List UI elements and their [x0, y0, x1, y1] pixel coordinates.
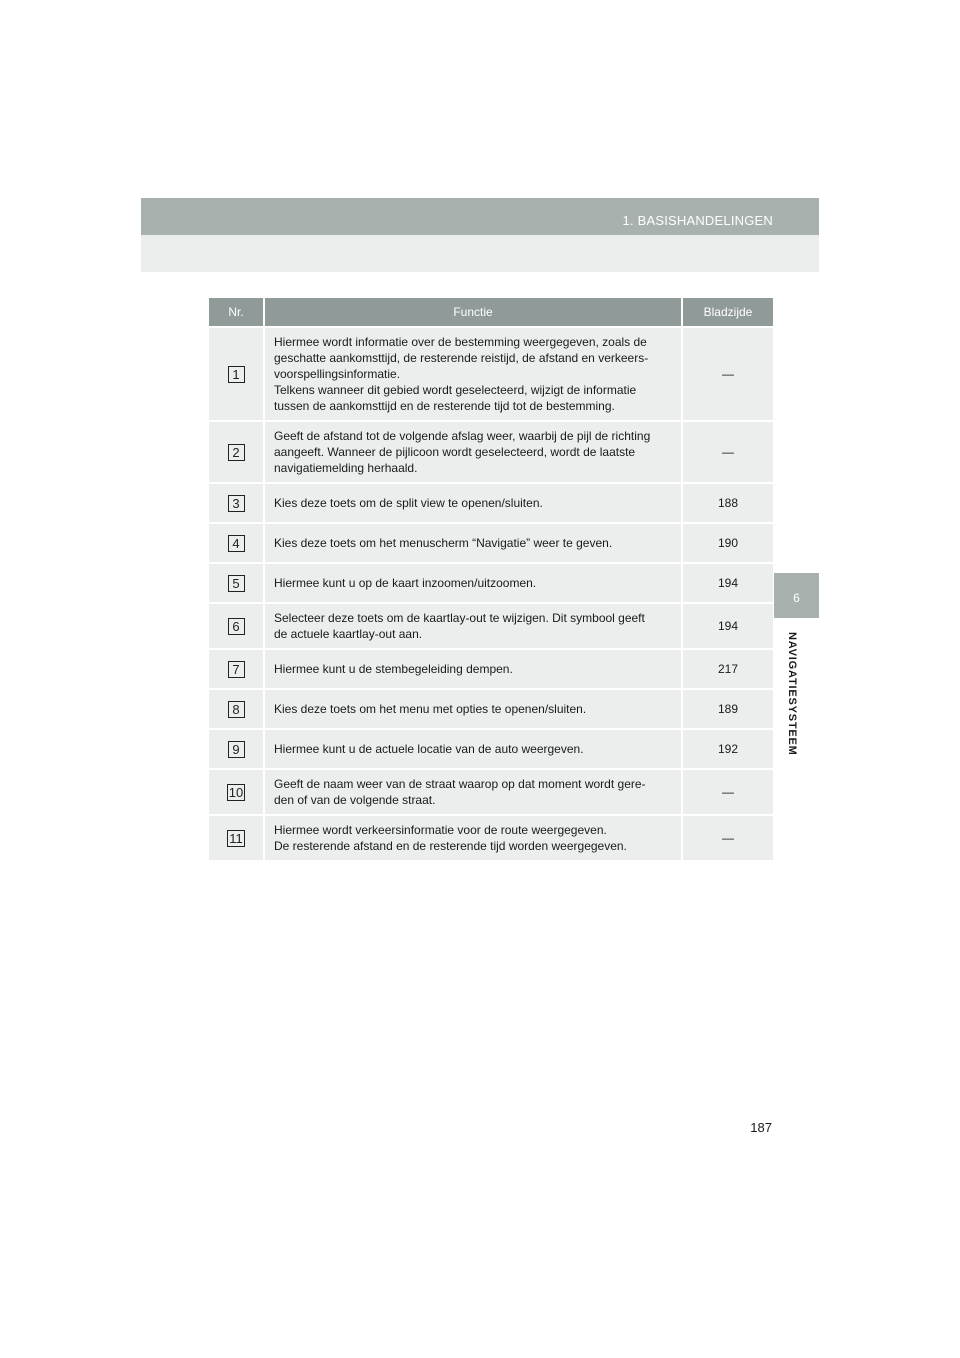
chapter-label: NAVIGATIESYSTEEM	[786, 632, 798, 756]
page-reference-cell: —	[681, 326, 773, 420]
row-number-cell	[209, 562, 263, 602]
function-text-line: Hiermee wordt informatie over de bestemming weergegeven, zoals de	[274, 335, 647, 349]
function-text-line: Geeft de afstand tot de volgende afslag weer, waarbij de pijl de richting	[274, 429, 651, 443]
row-number-cell	[209, 814, 263, 860]
header-subband	[141, 235, 819, 272]
column-header-nr: Nr.	[209, 298, 263, 326]
page-reference-cell: 188	[681, 482, 773, 522]
row-number-box: 4	[228, 535, 245, 552]
function-text-line: de actuele kaartlay-out aan.	[274, 627, 423, 641]
row-number-box: 9	[228, 741, 245, 758]
row-number-box: 1	[228, 366, 245, 383]
row-number-cell	[209, 648, 263, 688]
page-reference-cell: 190	[681, 522, 773, 562]
row-number-cell	[209, 688, 263, 728]
function-cell	[263, 326, 681, 420]
function-cell	[263, 420, 681, 482]
column-header-functie: Functie	[263, 298, 681, 326]
table-row	[209, 648, 773, 688]
table-body	[209, 326, 773, 860]
page-reference-cell: —	[681, 814, 773, 860]
chapter-number: 6	[793, 591, 800, 605]
page-reference-cell: —	[681, 768, 773, 814]
table-row	[209, 420, 773, 482]
function-text-line: Hiermee kunt u de stembegeleiding dempen.	[274, 662, 513, 676]
chapter-tab	[774, 573, 819, 618]
function-text-line: aangeeft. Wanneer de pijlicoon wordt geselecteerd, wordt de laatste	[274, 445, 636, 459]
function-table	[209, 298, 773, 860]
table-row	[209, 814, 773, 860]
table-row	[209, 728, 773, 768]
row-number-box: 7	[228, 661, 245, 678]
page-reference-cell: —	[681, 420, 773, 482]
row-number-box: 2	[228, 444, 245, 461]
function-cell	[263, 562, 681, 602]
function-text-line: De resterende afstand en de resterende tijd worden weergegeven.	[274, 839, 627, 853]
function-text-line: Kies deze toets om het menu met opties te openen/sluiten.	[274, 702, 587, 716]
row-number-box: 10	[228, 784, 244, 800]
function-text-line: navigatiemelding herhaald.	[274, 461, 418, 475]
column-header-bladzijde: Bladzijde	[681, 298, 773, 326]
row-number-box: 8	[228, 701, 245, 718]
function-text-line: den of van de volgende straat.	[274, 793, 436, 807]
table-row	[209, 326, 773, 420]
table-row	[209, 768, 773, 814]
page-reference-cell: 194	[681, 602, 773, 648]
function-cell	[263, 602, 681, 648]
row-number-cell	[209, 420, 263, 482]
function-text-line: Geeft de naam weer van de straat waarop op dat moment wordt gere-	[274, 777, 646, 791]
table-header-row	[209, 298, 773, 326]
function-text-line: Telkens wanneer dit gebied wordt geselecteerd, wijzigt de informatie	[274, 383, 637, 397]
row-number-box: 5	[228, 575, 245, 592]
row-number-box: 6	[228, 618, 245, 635]
page-reference-cell: 189	[681, 688, 773, 728]
page-reference-cell: 194	[681, 562, 773, 602]
row-number-cell	[209, 768, 263, 814]
row-number-box: 3	[228, 495, 245, 512]
function-text-line: Hiermee kunt u op de kaart inzoomen/uitzoomen.	[274, 576, 537, 590]
function-cell	[263, 728, 681, 768]
table-row	[209, 522, 773, 562]
function-text-line: Kies deze toets om het menuscherm “Navigatie” weer te geven.	[274, 536, 613, 550]
function-cell	[263, 768, 681, 814]
function-text-line: tussen de aankomsttijd en de resterende tijd tot de bestemming.	[274, 399, 615, 413]
row-number-cell	[209, 482, 263, 522]
function-text-line: voorspellingsinformatie.	[274, 367, 401, 381]
row-number-box: 11	[229, 830, 243, 846]
table-row	[209, 688, 773, 728]
function-text-line: geschatte aankomsttijd, de resterende reistijd, de afstand en verkeers-	[274, 351, 649, 365]
function-text-line: Selecteer deze toets om de kaartlay-out te wijzigen. Dit symbool geeft	[274, 611, 645, 625]
row-number-cell	[209, 326, 263, 420]
table-row	[209, 562, 773, 602]
section-title: 1. BASISHANDELINGEN	[622, 213, 773, 228]
function-cell	[263, 522, 681, 562]
function-cell	[263, 482, 681, 522]
page-reference-cell: 217	[681, 648, 773, 688]
page-number: 187	[750, 1120, 772, 1135]
function-text-line: Kies deze toets om de split view te openen/sluiten.	[274, 496, 543, 510]
function-text-line: Hiermee wordt verkeersinformatie voor de route weergegeven.	[274, 823, 607, 837]
function-cell	[263, 648, 681, 688]
row-number-cell	[209, 728, 263, 768]
function-cell	[263, 688, 681, 728]
row-number-cell	[209, 602, 263, 648]
header-band	[141, 198, 819, 235]
function-text-line: Hiermee kunt u de actuele locatie van de auto weergeven.	[274, 742, 584, 756]
table-row	[209, 482, 773, 522]
function-cell	[263, 814, 681, 860]
page-reference-cell: 192	[681, 728, 773, 768]
table-row	[209, 602, 773, 648]
row-number-cell	[209, 522, 263, 562]
